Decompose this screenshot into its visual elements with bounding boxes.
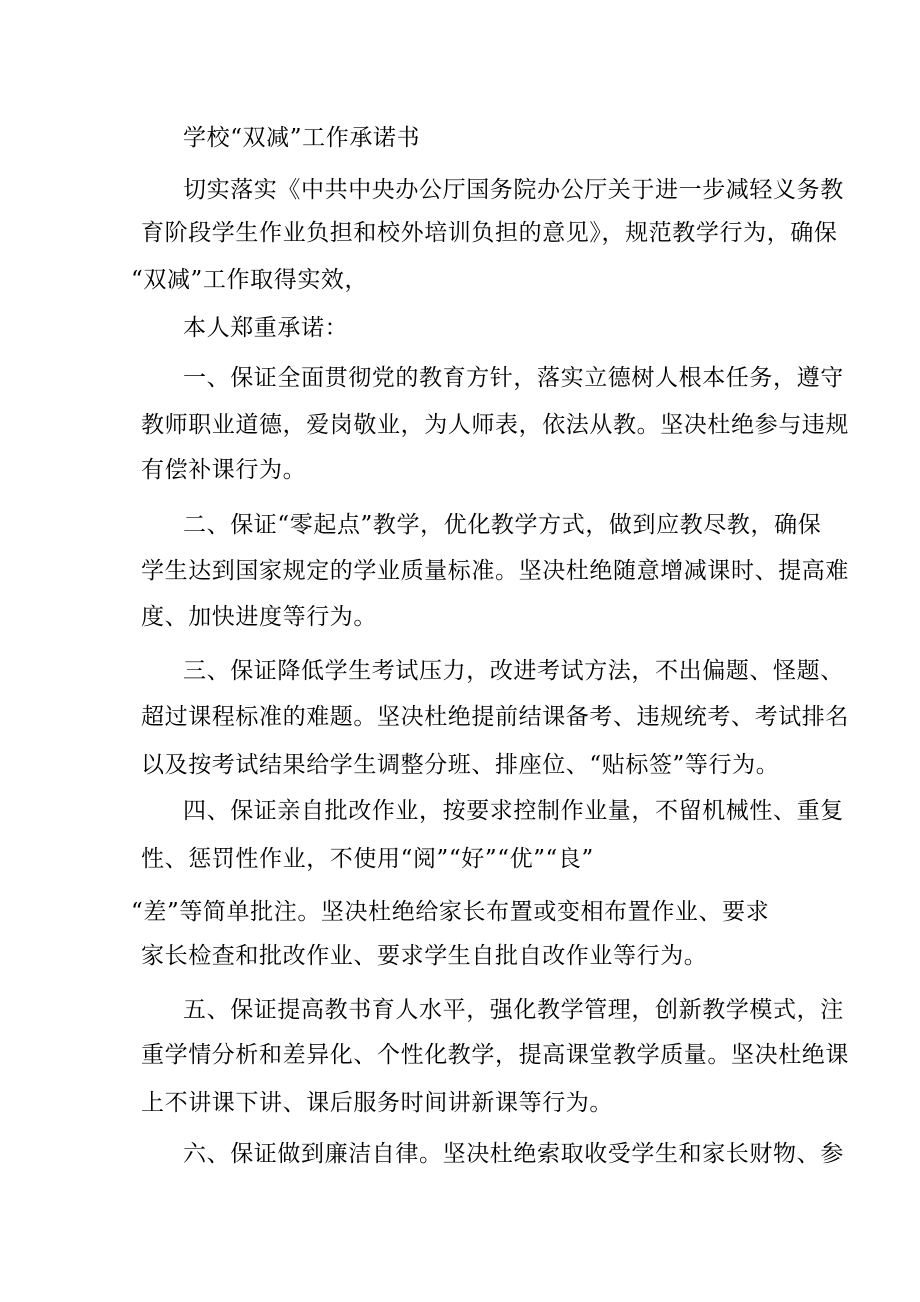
- pledge-item-line: 六、保证做到廉洁自律。坚决杜绝索取收受学生和家长财物、参: [183, 1141, 844, 1167]
- pledge-item-line: 三、保证降低学生考试压力，改进考试方法，不出偏题、怪题、: [183, 658, 844, 684]
- pledge-item-line: 四、保证亲自批改作业，按要求控制作业量，不留机械性、重复: [183, 798, 844, 824]
- pledge-heading: 本人郑重承诺：: [183, 315, 349, 341]
- intro-line: “双减”工作取得实效，: [131, 267, 369, 293]
- pledge-item-line: 一、保证全面贯彻党的教育方针，落实立德树人根本任务，遵守: [183, 365, 844, 391]
- pledge-item-line: 以及按考试结果给学生调整分班、排座位、“贴标签”等行为。: [141, 752, 780, 778]
- pledge-item-line: 教师职业道德，爱岗敬业，为人师表，依法从教。坚决杜绝参与违规: [141, 412, 849, 438]
- pledge-item-line: 五、保证提高教书育人水平，强化教学管理，创新教学模式，注: [183, 997, 844, 1023]
- pledge-item-line: 超过课程标准的难题。坚决杜绝提前结课备考、违规统考、考试排名: [141, 704, 849, 730]
- pledge-item-line: “差”等简单批注。坚决杜绝给家长布置或变相布置作业、要求: [131, 899, 770, 925]
- pledge-item-line: 上不讲课下讲、课后服务时间讲新课等行为。: [141, 1090, 613, 1116]
- pledge-item-line: 性、惩罚性作业，不使用“阅”“好”“优”“良”: [141, 846, 594, 872]
- document-title: 学校“双减”工作承诺书: [183, 125, 421, 151]
- intro-line: 育阶段学生作业负担和校外培训负担的意见》，规范教学行为，确保: [141, 220, 838, 246]
- pledge-item-line: 有偿补课行为。: [141, 457, 307, 483]
- pledge-item-line: 家长检查和批改作业、要求学生自批自改作业等行为。: [141, 943, 708, 969]
- pledge-item-line: 重学情分析和差异化、个性化教学，提高课堂教学质量。坚决杜绝课: [141, 1042, 849, 1068]
- pledge-item-line: 二、保证“零起点”教学，优化教学方式，做到应教尽教，确保: [183, 512, 822, 538]
- intro-line: 切实落实《中共中央办公厅国务院办公厅关于进一步减轻义务教: [183, 177, 844, 203]
- pledge-item-line: 度、加快进度等行为。: [141, 604, 377, 630]
- pledge-item-line: 学生达到国家规定的学业质量标准。坚决杜绝随意增减课时、提高难: [141, 558, 849, 584]
